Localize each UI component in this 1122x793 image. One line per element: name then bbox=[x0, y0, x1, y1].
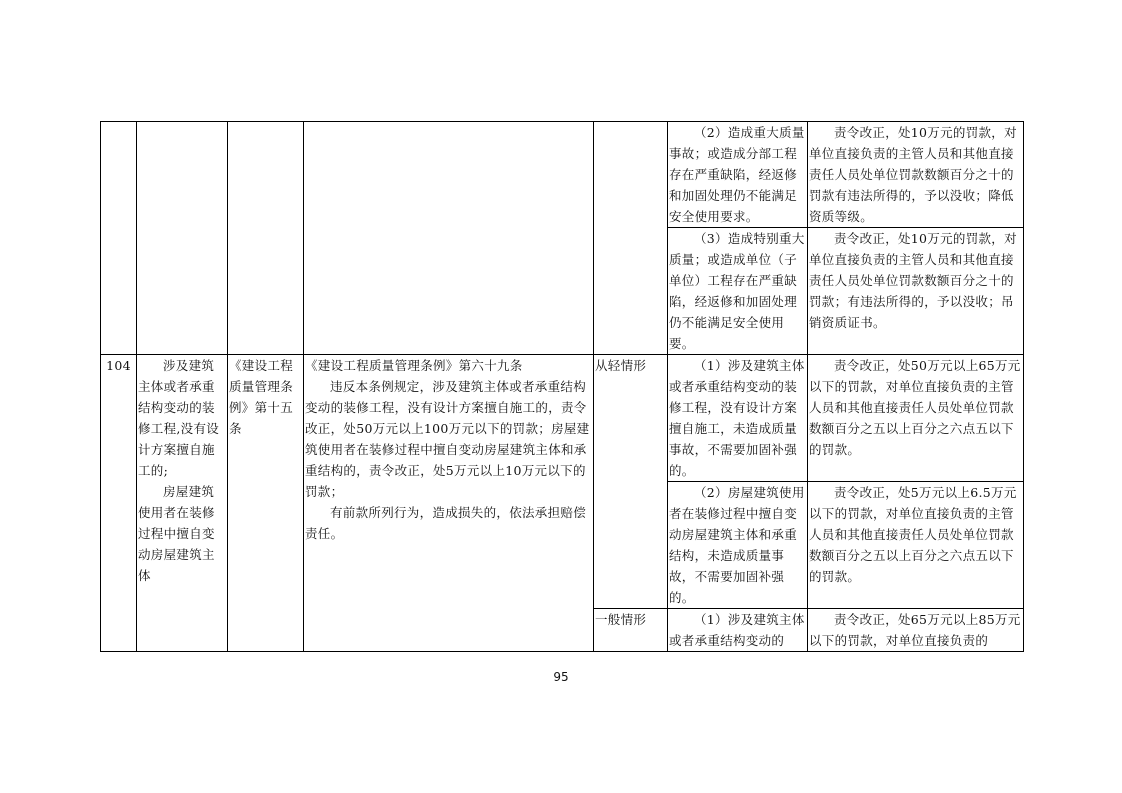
violated-basis-cell: 《建设工程质量管理条例》第十五条 bbox=[228, 355, 304, 652]
penalty-basis-paragraph-2: 有前款所列行为，造成损失的，依法承担赔偿责任。 bbox=[305, 505, 587, 541]
circumstance-cell: （1）涉及建筑主体或者承重结构变动的 bbox=[668, 609, 808, 652]
circumstance-cell: （1）涉及建筑主体或者承重结构变动的装修工程，没有设计方案擅自施工，未造成质量事故，不需要加固补强的。 bbox=[668, 355, 808, 482]
level-general: 一般情形 bbox=[594, 609, 668, 652]
table-row bbox=[101, 122, 1024, 228]
penalty-cell: 责令改正，处10万元的罚款，对单位直接负责的主管人员和其他直接责任人员处单位罚款数额百分之十的罚款；有违法所得的，予以没收；吊销资质证书。 bbox=[808, 228, 1024, 355]
cell-number-empty bbox=[101, 122, 137, 355]
cell-level-empty bbox=[594, 122, 668, 355]
cell-basis-empty bbox=[228, 122, 304, 355]
penalty-basis-paragraph-1: 违反本条例规定，涉及建筑主体或者承重结构变动的装修工程，没有设计方案擅自施工的，责令改正，处50万元以上100万元以下的罚款；房屋建筑使用者在装修过程中擅自变动房屋建筑主体和承重结构的，责令改正，处5万元以上10万元以下的罚款； bbox=[305, 379, 590, 499]
penalty-cell: 责令改正，处65万元以上85万元以下的罚款，对单位直接负责的 bbox=[808, 609, 1024, 652]
page-number: 95 bbox=[553, 670, 569, 684]
item-number: 104 bbox=[101, 355, 137, 652]
behavior-text-1: 涉及建筑主体或者承重结构变动的装修工程,没有设计方案擅自施工的; bbox=[138, 358, 220, 478]
penalty-cell: 责令改正，处5万元以上6.5万元以下的罚款，对单位直接负责的主管人员和其他直接责任人员处单位罚款数额百分之五以上百分之六点五以下的罚款。 bbox=[808, 482, 1024, 609]
behavior-text-2: 房屋建筑使用者在装修过程中擅自变动房屋建筑主体 bbox=[138, 484, 215, 583]
cell-behavior-empty bbox=[137, 122, 228, 355]
penalty-basis-title: 《建设工程质量管理条例》第六十九条 bbox=[305, 358, 523, 373]
cell-penalty-basis-empty bbox=[304, 122, 594, 355]
penalty-cell: 责令改正，处10万元的罚款，对单位直接负责的主管人员和其他直接责任人员处单位罚款数额百分之十的罚款有违法所得的，予以没收；降低资质等级。 bbox=[808, 122, 1024, 228]
penalty-basis-cell bbox=[304, 355, 594, 652]
illegal-behavior-cell bbox=[137, 355, 228, 652]
circumstance-cell: （2）房屋建筑使用者在装修过程中擅自变动房屋建筑主体和承重结构，未造成质量事故，不需要加固补强的。 bbox=[668, 482, 808, 609]
level-light: 从轻情形 bbox=[594, 355, 668, 609]
circumstance-cell: （2）造成重大质量事故；或造成分部工程存在严重缺陷，经返修和加固处理仍不能满足安全使用要求。 bbox=[668, 122, 808, 228]
table-row bbox=[101, 355, 1024, 482]
penalty-cell: 责令改正，处50万元以上65万元以下的罚款，对单位直接负责的主管人员和其他直接责任人员处单位罚款数额百分之五以上百分之六点五以下的罚款。 bbox=[808, 355, 1024, 482]
penalty-standard-table bbox=[100, 121, 1024, 652]
circumstance-cell: （3）造成特别重大质量；或造成单位（子单位）工程存在严重缺陷，经返修和加固处理仍不能满足安全使用要。 bbox=[668, 228, 808, 355]
